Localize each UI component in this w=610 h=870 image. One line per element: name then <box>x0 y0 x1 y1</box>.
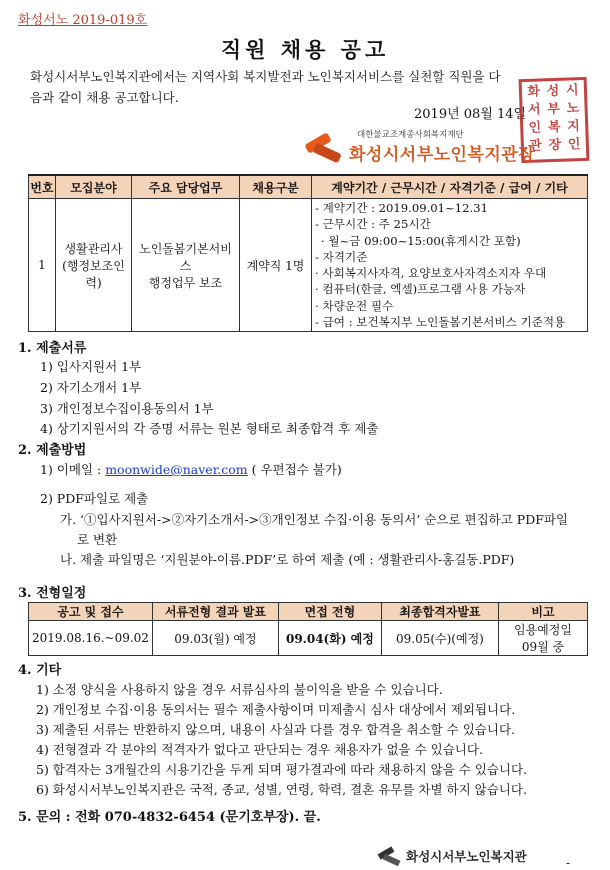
email-link[interactable]: moonwide@naver.com <box>105 462 248 477</box>
list-item: 1) 소정 양식을 사용하지 않을 경우 서류심사의 불이익을 받을 수 있습니다. <box>36 682 443 697</box>
header-field: 모집분야 <box>56 175 132 199</box>
org-name: 화성시서부노인복지관장 <box>349 145 536 165</box>
schedule-cell: 09.05(수)(예정) <box>381 621 498 656</box>
schedule-header: 비고 <box>498 603 587 621</box>
official-seal: 화 성 시 서 부 노 인 복 지 관 장 인 <box>519 77 590 163</box>
intro-paragraph <box>30 66 580 108</box>
row-details: - 계약기간 : 2019.09.01~12.31 - 근무시간 : 주 25시간 · 월~금 09:00~15:00(휴게시간 포함) - 자격기준 · 사회복지사자격, 요양보호사자격소지자 우대 · 컴퓨터(한글, 엑셀)프로그램 사용 가능자 · 차량운전 필수 - 급여 : 보건복지부 노인돌봄기본서비스 기준적용 <box>312 199 588 332</box>
org-logo-icon <box>305 130 343 164</box>
list-item: 4) 전형결과 각 분야의 적격자가 없다고 판단되는 경우 채용자가 없을 수 있습니다. <box>36 742 483 757</box>
row-duty: 노인돌봄기본서비스 행정업무 보조 <box>132 199 240 332</box>
recruitment-table <box>28 174 588 332</box>
footer-logo-icon <box>378 846 402 866</box>
schedule-table <box>28 602 588 656</box>
schedule-cell: 2019.08.16.~09.02 <box>29 621 153 656</box>
document-number: 화성서노 2019-019호 <box>18 13 148 28</box>
section-2-title: 2. 제출방법 <box>18 443 87 458</box>
announcement-date: 2019년 08월 14일 <box>414 107 527 122</box>
schedule-header: 면접 전형 <box>278 603 381 621</box>
org-foundation-name: 대한불교조계종사회복지재단 <box>357 130 464 140</box>
list-item: 4) 상기지원서의 각 증명 서류는 원본 형태로 최종합격 후 제출 <box>40 421 379 436</box>
schedule-cell: 09.03(월) 예정 <box>152 621 278 656</box>
list-item: 6) 화성시서부노인복지관은 국적, 종교, 성별, 연령, 학력, 결혼 유무를 차별 하지 않습니다. <box>36 782 527 797</box>
table-row <box>29 199 588 332</box>
schedule-header: 최종합격자발표 <box>381 603 498 621</box>
list-item: 5) 합격자는 3개월간의 시용기간을 두게 되며 평가결과에 따라 채용하지 않을 수 있습니다. <box>36 762 528 777</box>
schedule-cell: 09.04(화) 예정 <box>278 621 381 656</box>
footer-logo <box>378 846 527 866</box>
page-dash: - <box>566 856 571 870</box>
list-item: 2) 개인정보 수집·이용 동의서는 필수 제출사항이며 미제출시 심사 대상에서 제외됩니다. <box>36 702 516 717</box>
list-item: 3) 개인정보수집이용동의서 1부 <box>40 401 214 416</box>
header-type: 채용구분 <box>240 175 312 199</box>
section-4-title: 4. 기타 <box>18 663 62 678</box>
pdf-line: 2) PDF파일로 제출 <box>40 491 149 506</box>
intro-line-1: 화성시서부노인복지관에서는 지역사회 복지발전과 노인복지서비스를 실천할 직원을 다 <box>30 69 501 84</box>
footer-org-name: 화성시서부노인복지관 <box>406 849 527 864</box>
row-field: 생활관리사 (행정보조인력) <box>56 199 132 332</box>
org-logo <box>305 128 535 165</box>
schedule-header: 서류전형 결과 발표 <box>152 603 278 621</box>
filename-line: 나. 제출 파일명은 ‘지원분야-이름.PDF’로 하여 제출 (예 : 생활관리사-홍길동.PDF) <box>60 552 515 567</box>
list-item: 1) 입사지원서 1부 <box>40 359 142 374</box>
list-item: 2) 자기소개서 1부 <box>40 380 142 395</box>
page-title: 직원 채용 공고 <box>220 37 390 62</box>
schedule-header: 공고 및 접수 <box>29 603 153 621</box>
table-row <box>29 621 588 656</box>
row-no: 1 <box>29 199 56 332</box>
intro-line-2: 음과 같이 채용 공고합니다. <box>30 90 179 105</box>
list-item: 3) 제출된 서류는 반환하지 않으며, 내용이 사실과 다를 경우 합격을 취소할 수 있습니다. <box>36 722 516 737</box>
header-details: 계약기간 / 근무시간 / 자격기준 / 급여 / 기타 <box>312 175 588 199</box>
pdf-order-line-cont: 로 변환 <box>77 532 118 547</box>
row-type: 계약직 1명 <box>240 199 312 332</box>
email-line: 1) 이메일 : moonwide@naver.com ( 우편접수 불가) <box>40 462 342 477</box>
section-3-title: 3. 전형일정 <box>18 586 87 601</box>
schedule-note: 임용예정일 09월 중 <box>498 621 587 656</box>
section-1-title: 1. 제출서류 <box>18 341 87 356</box>
header-no: 번호 <box>29 175 56 199</box>
pdf-order-line: 가. ‘①입사지원서->②자기소개서->③개인정보 수집·이용 동의서’ 순으로 편집하고 PDF파일 <box>60 512 569 527</box>
contact-line: 5. 문의 : 전화 070-4832-6454 (문기호부장). 끝. <box>18 810 321 825</box>
header-duty: 주요 담당업무 <box>132 175 240 199</box>
